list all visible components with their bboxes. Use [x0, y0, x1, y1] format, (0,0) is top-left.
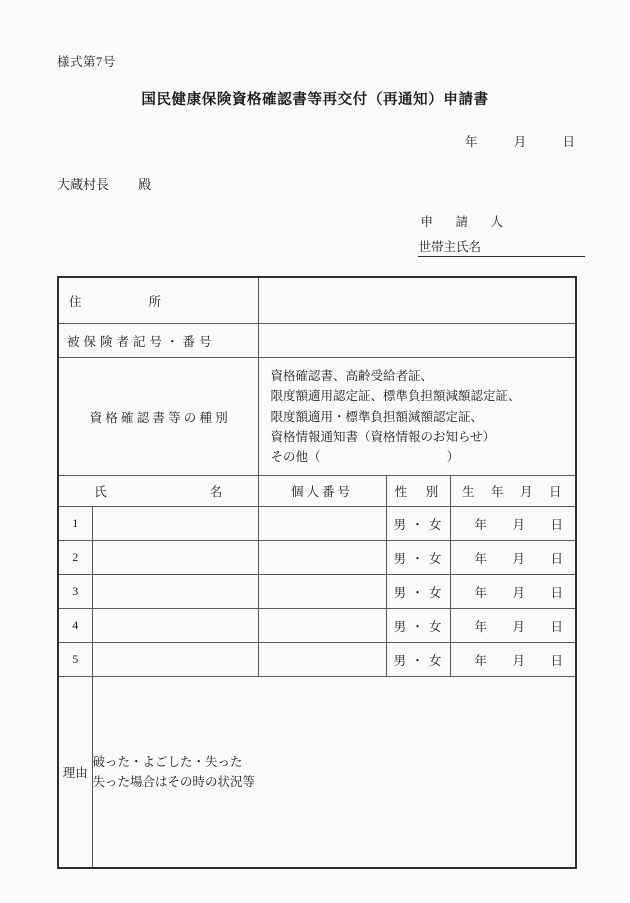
kind-option-other[interactable] [271, 447, 576, 467]
row-number-2: 2 [58, 541, 92, 575]
row-personal-number-input-1[interactable] [258, 507, 386, 541]
table-row-insured-number [58, 324, 576, 358]
row-birthdate-1[interactable] [450, 507, 576, 541]
row-birthdate-fields-2 [451, 549, 576, 567]
row-name-input-4[interactable] [92, 609, 258, 643]
row-dob-month-4: 月 [512, 619, 525, 634]
row-name-input-3[interactable] [92, 575, 258, 609]
date-month-label: 月 [513, 135, 527, 149]
row-dob-day-5: 日 [550, 653, 563, 668]
row-dob-month-1: 月 [512, 517, 525, 532]
row-birthdate-fields-4 [451, 617, 576, 635]
form-number: 様式第7号 [57, 55, 116, 69]
header-birthdate-cell: 生 年 月 日 [450, 476, 576, 507]
other-close-paren: ） [446, 450, 460, 464]
row-birthdate-2[interactable] [450, 541, 576, 575]
addressee-honorific: 殿 [138, 177, 152, 192]
application-table [57, 276, 577, 869]
table-header-row [58, 476, 576, 507]
insured-number-input-cell[interactable] [258, 324, 576, 358]
date-year-label: 年 [464, 135, 478, 149]
applicant-block [418, 212, 585, 257]
table-row [58, 609, 576, 643]
table-row [58, 507, 576, 541]
header-personal-number-cell: 個人番号 [258, 476, 386, 507]
certificate-kind-label: 資格確認書等の種別 [89, 410, 231, 425]
row-personal-number-input-2[interactable] [258, 541, 386, 575]
row-personal-number-input-5[interactable] [258, 643, 386, 677]
row-sex-1[interactable]: 男 ・ 女 [386, 507, 450, 541]
row-number-4: 4 [58, 609, 92, 643]
kind-option-1[interactable]: 資格確認書、高齢受給者証、 [270, 369, 434, 383]
row-sex-4[interactable]: 男 ・ 女 [386, 609, 450, 643]
row-name-input-1[interactable] [92, 507, 258, 541]
row-birthdate-fields-1 [451, 515, 576, 533]
row-dob-month-2: 月 [512, 551, 525, 566]
row-number-1: 1 [58, 507, 92, 541]
header-name-cell [58, 476, 258, 507]
applicant-label: 申 請 人 [420, 215, 508, 229]
insured-number-label-cell [58, 324, 258, 358]
addressee [57, 174, 151, 193]
address-label: 住 所 [69, 294, 176, 309]
certificate-kind-list [259, 358, 576, 475]
householder-name-label: 世帯主氏名 [418, 237, 481, 257]
table-row-address [58, 277, 576, 324]
row-sex-3[interactable]: 男 ・ 女 [386, 575, 450, 609]
row-dob-day-4: 日 [550, 619, 563, 634]
reason-input-cell[interactable] [92, 677, 576, 869]
row-dob-year-1: 年 [474, 517, 488, 532]
header-name-label: 氏 名 [94, 485, 249, 500]
header-sex-cell: 性 別 [386, 476, 450, 507]
row-dob-month-3: 月 [512, 585, 525, 600]
row-sex-2[interactable]: 男 ・ 女 [386, 541, 450, 575]
certificate-kind-options-cell[interactable] [258, 358, 576, 476]
row-sex-5[interactable]: 男 ・ 女 [386, 643, 450, 677]
address-input-cell[interactable] [258, 277, 576, 324]
row-personal-number-input-3[interactable] [258, 575, 386, 609]
row-birthdate-fields-5 [451, 651, 576, 669]
table-row [58, 643, 576, 677]
row-name-input-2[interactable] [92, 541, 258, 575]
date-entry-line [465, 132, 575, 150]
other-label: その他（ [270, 450, 321, 464]
kind-option-3[interactable]: 限度額適用・標準負担額減額認定証、 [270, 409, 484, 424]
date-day-label: 日 [562, 135, 575, 149]
row-dob-month-5: 月 [512, 653, 525, 668]
row-dob-day-1: 日 [550, 517, 563, 532]
row-personal-number-input-4[interactable] [258, 609, 386, 643]
householder-name-input[interactable] [481, 241, 585, 257]
row-dob-year-5: 年 [474, 653, 488, 668]
reason-label-cell: 理由 [58, 677, 92, 869]
reason-option-line[interactable]: 破った・よごした・失った [92, 755, 243, 769]
kind-option-2[interactable]: 限度額適用認定証、標準負担額減額認定証、 [270, 389, 521, 404]
householder-name-row [418, 237, 585, 257]
row-dob-day-2: 日 [550, 551, 563, 566]
row-dob-year-3: 年 [474, 585, 488, 600]
addressee-office: 大蔵村長 [57, 177, 110, 192]
row-birthdate-5[interactable] [450, 643, 576, 677]
row-dob-day-3: 日 [550, 585, 563, 600]
table-row [58, 541, 576, 575]
row-dob-year-2: 年 [474, 551, 488, 566]
table-row [58, 575, 576, 609]
insured-number-label: 被保険者記号・番号 [67, 334, 216, 349]
row-dob-year-4: 年 [474, 619, 488, 634]
row-birthdate-3[interactable] [450, 575, 576, 609]
address-label-cell [58, 277, 258, 324]
row-birthdate-4[interactable] [450, 609, 576, 643]
certificate-kind-label-cell [58, 358, 258, 476]
table-row-certificate-kind [58, 358, 576, 476]
row-name-input-5[interactable] [92, 643, 258, 677]
table-row-reason [58, 677, 576, 869]
page-title: 国民健康保険資格確認書等再交付（再通知）申請書 [141, 92, 489, 108]
row-birthdate-fields-3 [451, 583, 576, 601]
reason-detail-prompt: 失った場合はその時の状況等 [92, 775, 256, 790]
row-number-3: 3 [58, 575, 92, 609]
kind-option-4[interactable]: 資格情報通知書（資格情報のお知らせ） [270, 429, 496, 444]
row-number-5: 5 [58, 643, 92, 677]
